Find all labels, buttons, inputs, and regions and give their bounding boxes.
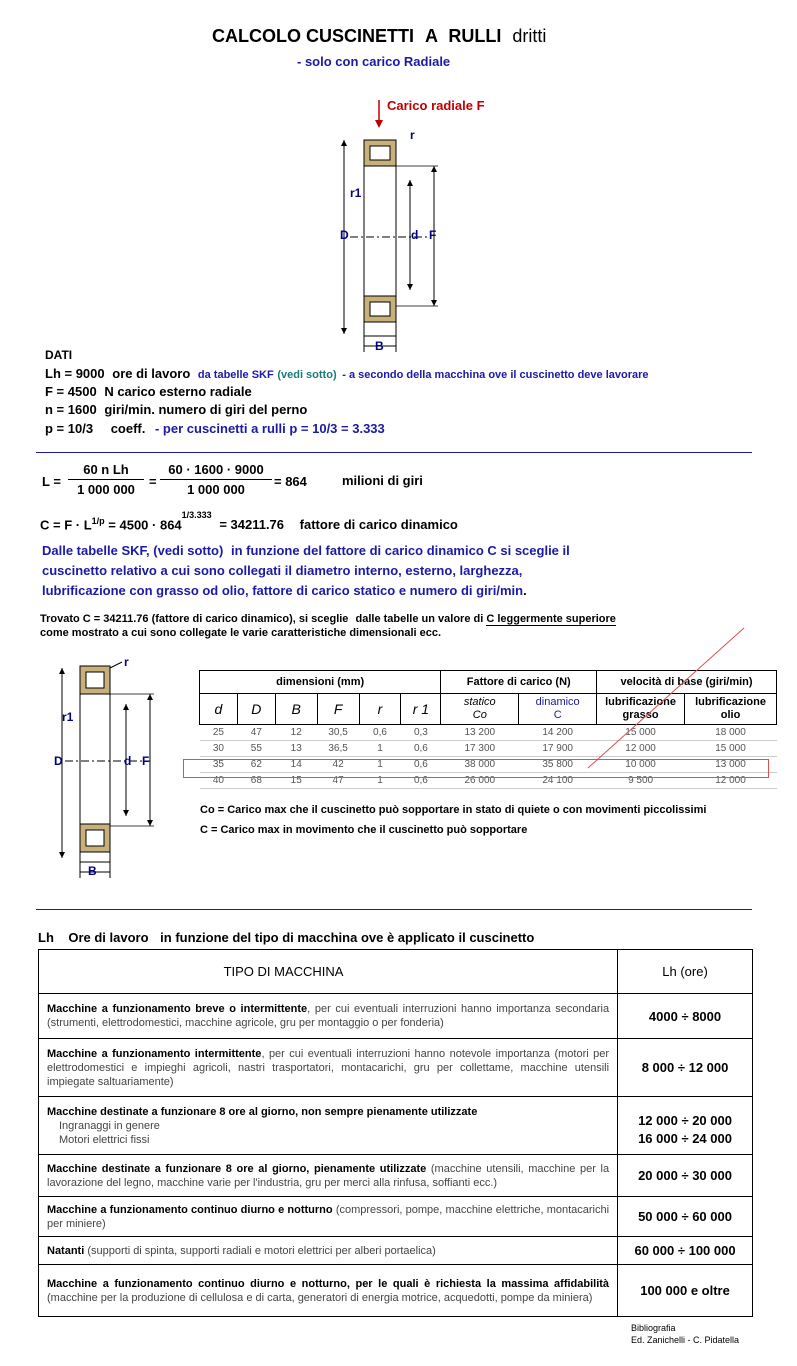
col-D: D xyxy=(237,694,275,725)
lh-row: Macchine destinate a funzionare 8 ore al giorno, pienamente utilizzate (macchine utensili, macchine per la lavorazione del legno, macchine varie per l'industria, gru per merci alla rinfusa, soffianti ecc.) 20 000 ÷ 30 000 xyxy=(39,1155,753,1197)
dim-d: d xyxy=(411,228,419,242)
skf-cell: 30 xyxy=(200,741,238,757)
col-r: r xyxy=(359,694,401,725)
divider-2 xyxy=(36,909,752,910)
skf-cell: 30,5 xyxy=(317,725,359,741)
skf-cell: 40 xyxy=(200,773,238,789)
group-dimensions: dimensioni (mm) xyxy=(200,671,441,694)
lh-row: Macchine a funzionamento continuo diurno e notturno, per le quali è richiesta la massima affidabilità (macchine per la produzione di cellulosa e di carta, generatori di energia motrice, acquedotti, pompe da miniera) 100 000 e oltre xyxy=(39,1265,753,1317)
dim-F: F xyxy=(429,228,437,242)
skf-cell: 25 xyxy=(200,725,238,741)
skf-cell: 38 000 xyxy=(441,757,519,773)
skf-cell: 0,6 xyxy=(401,741,441,757)
skf-cell: 12 000 xyxy=(597,741,685,757)
dim2-r1: r1 xyxy=(62,710,74,724)
skf-cell: 13 xyxy=(275,741,317,757)
col-grease: lubrificazione grasso xyxy=(597,694,685,725)
skf-cell: 12 xyxy=(275,725,317,741)
dim-r: r xyxy=(410,128,415,142)
skf-cell: 0,6 xyxy=(401,757,441,773)
skf-cell: 10 000 xyxy=(597,757,685,773)
dim-r1: r1 xyxy=(350,186,362,200)
skf-cell: 55 xyxy=(237,741,275,757)
bearing-diagram-top xyxy=(330,96,450,358)
dati-p: p = 10/3 coeff. - per cuscinetti a rulli p = 10/3 = 3.333 xyxy=(45,421,385,436)
skf-paragraph-line1: Dalle tabelle SKF, (vedi sotto) in funzione del fattore di carico dinamico C si sceglie il xyxy=(42,543,570,558)
col-static: statico Co xyxy=(441,694,519,725)
load-label: Carico radiale F xyxy=(387,98,485,113)
skf-cell: 13 200 xyxy=(441,725,519,741)
skf-cell: 9 500 xyxy=(597,773,685,789)
dim2-r: r xyxy=(124,655,129,669)
skf-cell: 18 000 xyxy=(685,725,777,741)
skf-cell: 14 200 xyxy=(519,725,597,741)
found-line2: come mostrato a cui sono collegate le varie caratteristiche dimensionali ecc. xyxy=(40,627,442,639)
col-F: F xyxy=(317,694,359,725)
formula-l-frac1: $\frac{\text{60 n Lh}}{1 000 000}$ xyxy=(68,462,144,497)
skf-cell: 35 xyxy=(200,757,238,773)
bibliography: Bibliografia Ed. Zanichelli - C. Pidatella xyxy=(631,1323,740,1345)
skf-cell: 17 900 xyxy=(519,741,597,757)
page-subtitle: - solo con carico Radiale xyxy=(297,54,451,69)
skf-cell: 15 xyxy=(275,773,317,789)
dati-lh: Lh = 9000 ore di lavoro da tabelle SKF (vedi sotto) - a secondo della macchina ove il cuscinetto deve lavorare xyxy=(45,366,649,381)
lh-col-machine: TIPO DI MACCHINA xyxy=(39,950,618,994)
dim2-D: D xyxy=(54,754,63,768)
skf-cell: 15 000 xyxy=(685,741,777,757)
skf-cell: 15 000 xyxy=(597,725,685,741)
found-line1: Trovato C = 34211.76 (fattore di carico dinamico), si sceglie dalle tabelle un valore di C leggermente superiore xyxy=(40,613,616,625)
dim2-F: F xyxy=(142,754,150,768)
skf-cell: 36,5 xyxy=(317,741,359,757)
col-B: B xyxy=(275,694,317,725)
col-r1: r 1 xyxy=(401,694,441,725)
formula-l-unit: milioni di giri xyxy=(342,473,423,488)
skf-cell: 17 300 xyxy=(441,741,519,757)
skf-cell: 47 xyxy=(317,773,359,789)
skf-cell: 14 xyxy=(275,757,317,773)
skf-cell: 24 100 xyxy=(519,773,597,789)
col-d: d xyxy=(200,694,238,725)
bearing-diagram-bottom xyxy=(50,654,160,884)
group-speed: velocità di base (giri/min) xyxy=(597,671,777,694)
dati-heading: DATI xyxy=(45,348,73,362)
lh-section-title: Lh Ore di lavoro in funzione del tipo di macchina ove è applicato il cuscinetto xyxy=(38,930,535,945)
skf-cell: 0,6 xyxy=(401,773,441,789)
col-dynamic: dinamico C xyxy=(519,694,597,725)
lh-col-hours: Lh (ore) xyxy=(618,950,753,994)
dim-D: D xyxy=(340,228,349,242)
skf-cell: 0,6 xyxy=(359,725,401,741)
formula-l-frac2: $\frac{60 \cdot 1600 \cdot 9000}{1 000 000}$ xyxy=(160,462,272,497)
col-oil: lubrificazione olio xyxy=(685,694,777,725)
formula-l-result: = 864 xyxy=(274,474,307,489)
skf-cell: 12 000 xyxy=(685,773,777,789)
skf-cell: 1 xyxy=(359,741,401,757)
formula-c: $C = F \cdot L^{1/p} = 4500 \cdot 864^{1/3.333} = 34211.76$ fattore di carico dinamico xyxy=(40,510,458,533)
divider-1 xyxy=(36,452,752,453)
skf-paragraph-line3: lubrificazione con grasso od olio, fattore di carico statico e numero di giri/min. xyxy=(42,583,527,598)
skf-cell: 26 000 xyxy=(441,773,519,789)
lh-row: Natanti (supporti di spinta, supporti radiali e motori elettrici per alberi portaelica) 60 000 ÷ 100 000 xyxy=(39,1237,753,1265)
dim2-d: d xyxy=(124,754,132,768)
dim-B: B xyxy=(375,339,384,353)
note-c: C = Carico max in movimento che il cuscinetto può sopportare xyxy=(200,824,528,836)
lh-table xyxy=(38,949,753,1317)
lh-row: Macchine a funzionamento continuo diurno e notturno (compressori, pompe, macchine elettriche, montacarichi per miniere) 50 000 ÷ 60 000 xyxy=(39,1197,753,1237)
skf-cell: 35 800 xyxy=(519,757,597,773)
formula-l-lhs: L = xyxy=(42,474,61,489)
dati-n: n = 1600 giri/min. numero di giri del perno xyxy=(45,402,308,417)
dim2-B: B xyxy=(88,864,97,878)
lh-row: Macchine destinate a funzionare 8 ore al giorno, non sempre pienamente utilizzate Ingranaggi in genere Motori elettrici fissi 12 000 ÷ 20 000 16 000 ÷ 24 000 xyxy=(39,1097,753,1155)
skf-paragraph-line2: cuscinetto relativo a cui sono collegati il diametro interno, esterno, larghezza, xyxy=(42,563,523,578)
pointer-line xyxy=(580,624,750,774)
skf-cell: 62 xyxy=(237,757,275,773)
note-co: Co = Carico max che il cuscinetto può sopportare in stato di quiete o con movimenti piccolissimi xyxy=(200,804,707,816)
skf-cell: 0,3 xyxy=(401,725,441,741)
skf-cell: 68 xyxy=(237,773,275,789)
lh-header-row xyxy=(39,950,753,994)
lh-row: Macchine a funzionamento breve o intermittente, per cui eventuali interruzioni hanno importanza secondaria (strumenti, elettrodomestici, macchine agricole, gru per montaggio o per fonderia) 4000 ÷ 8000 xyxy=(39,994,753,1039)
dati-f: F = 4500 N carico esterno radiale xyxy=(45,384,252,399)
page-title: CALCOLO CUSCINETTI A RULLI dritti xyxy=(212,26,547,46)
skf-cell: 42 xyxy=(317,757,359,773)
skf-cell: 1 xyxy=(359,757,401,773)
skf-cell: 13 000 xyxy=(685,757,777,773)
group-load: Fattore di carico (N) xyxy=(441,671,597,694)
formula-l-eq: = xyxy=(149,474,157,489)
lh-row: Macchine a funzionamento intermittente, per cui eventuali interruzioni hanno notevole importanza (motori per elettrodomestici e impieghi agricoli, nastri trasportatori, montacarichi, gru per collettame, macchine utensili impiegate saltuariamente) 8 000 ÷ 12 000 xyxy=(39,1039,753,1097)
skf-cell: 47 xyxy=(237,725,275,741)
skf-cell: 1 xyxy=(359,773,401,789)
